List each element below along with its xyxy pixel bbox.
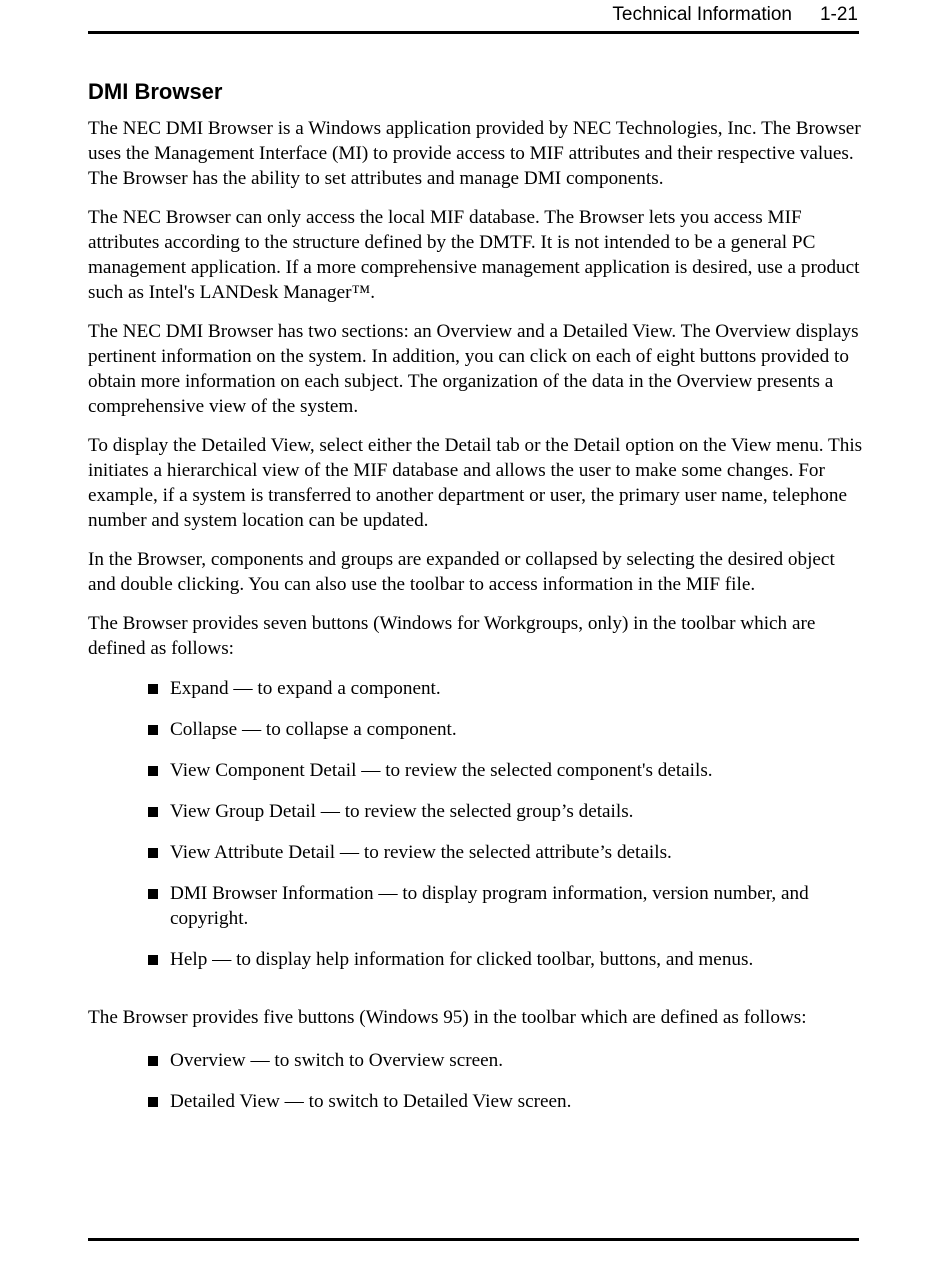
page-number: 1-21: [819, 4, 858, 25]
paragraph-sections: The NEC DMI Browser has two sections: an Overview and a Detailed View. The Overview displays pertinent information on the system. In addition, you can click on each of eight buttons provided to obtain more information on each subject. The organization of the data in the Overview presents a comprehensive view of the system.: [88, 321, 859, 417]
bullet-icon: [148, 1097, 158, 1107]
list-item-text: Overview — to switch to Overview screen.: [170, 1050, 504, 1071]
section-heading: DMI Browser: [88, 79, 223, 104]
paragraph-detailed-view: To display the Detailed View, select either the Detail tab or the Detail option on the View menu. This initiates a hierarchical view of the MIF database and allows the user to make some changes. For example, if a system is transferred to another department or user, the primary user name, telephone number and system location can be updated.: [88, 435, 863, 531]
list-item: [88, 1089, 863, 1114]
list-item: [88, 881, 863, 931]
list-item: [88, 840, 863, 865]
bullet-icon: [148, 807, 158, 817]
bullet-icon: [148, 725, 158, 735]
list-item-text: DMI Browser Information — to display program information, version number, and copyright.: [170, 883, 809, 929]
list-item: [88, 947, 863, 972]
list-item-text: Collapse — to collapse a component.: [170, 719, 457, 740]
bullet-icon: [148, 889, 158, 899]
header-rule: [88, 31, 859, 34]
list-item: [88, 1048, 863, 1073]
bullet-icon: [148, 1056, 158, 1066]
footer-rule: [88, 1238, 859, 1241]
paragraph-intro: The NEC DMI Browser is a Windows application provided by NEC Technologies, Inc. The Browser uses the Management Interface (MI) to provide access to MIF attributes and their respective values. The Browser has the ability to set attributes and manage DMI components.: [88, 118, 861, 189]
running-header: [612, 3, 858, 27]
list-item: [88, 758, 863, 783]
list-item-text: Detailed View — to switch to Detailed View screen.: [170, 1091, 572, 1112]
list-item-text: View Group Detail — to review the selected group’s details.: [170, 801, 634, 822]
list-item-text: View Component Detail — to review the selected component's details.: [170, 760, 713, 781]
paragraph-local-database: The NEC Browser can only access the local MIF database. The Browser lets you access MIF attributes according to the structure defined by the DMTF. It is not intended to be a general PC management application. If a more comprehensive management application is desired, use a product such as Intel's LANDesk Manager™.: [88, 207, 860, 303]
paragraph-expand-collapse: In the Browser, components and groups are expanded or collapsed by selecting the desired object and double clicking. You can also use the toolbar to access information in the MIF file.: [88, 549, 835, 595]
list-item-text: View Attribute Detail — to review the selected attribute’s details.: [170, 842, 672, 863]
list-item-text: Help — to display help information for clicked toolbar, buttons, and menus.: [170, 949, 754, 970]
list-item: [88, 676, 863, 701]
paragraph-toolbar-win95: The Browser provides five buttons (Windows 95) in the toolbar which are defined as follows:: [88, 1007, 807, 1028]
wfw-button-list: [88, 676, 863, 972]
list-item-text: Expand — to expand a component.: [170, 678, 441, 699]
bullet-icon: [148, 848, 158, 858]
bullet-icon: [148, 684, 158, 694]
list-item: [88, 799, 863, 824]
page-body: [88, 78, 863, 1130]
section-title: Technical Information: [612, 4, 792, 25]
bullet-icon: [148, 955, 158, 965]
paragraph-toolbar-wfw: The Browser provides seven buttons (Windows for Workgroups, only) in the toolbar which are defined as follows:: [88, 613, 816, 659]
list-item: [88, 717, 863, 742]
bullet-icon: [148, 766, 158, 776]
win95-button-list: [88, 1048, 863, 1114]
